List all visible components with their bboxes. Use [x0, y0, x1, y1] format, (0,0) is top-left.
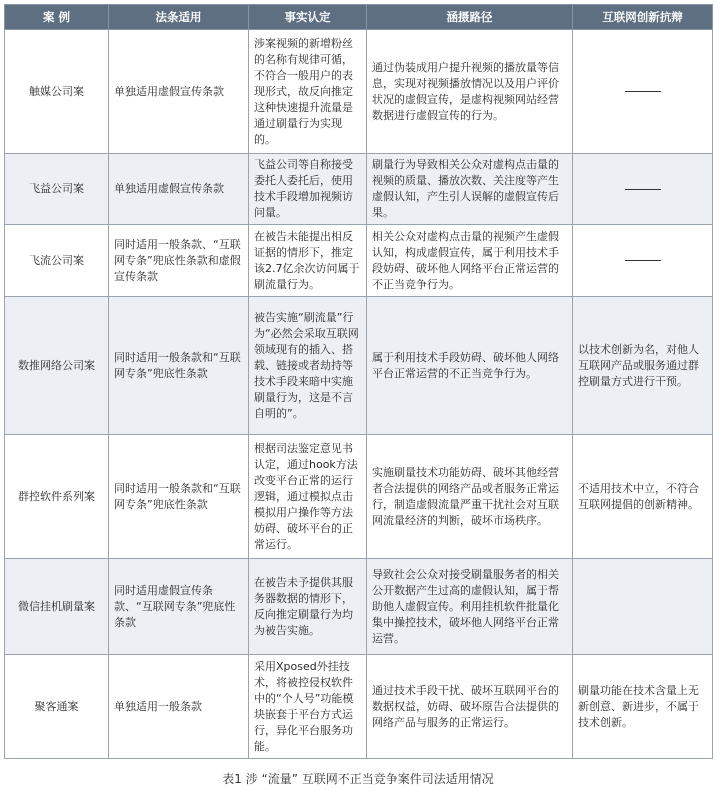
table-header-row — [5, 5, 713, 30]
table-row — [5, 559, 713, 655]
cell-facts: 涉案视频的新增粉丝的名称有规律可循，不符合一般用户的表现形式，故反向推定这种快速提升流量是通过刷量行为实现的。 — [249, 30, 367, 154]
cell-case: 飞流公司案 — [5, 225, 109, 297]
cell-path: 通过技术手段干扰、破坏互联网平台的数据权益，妨碍、破坏原告合法提供的网络产品与服务的正常运行。 — [367, 655, 573, 759]
cell-case: 触媒公司案 — [5, 30, 109, 154]
cell-law: 同时适用一般条款和“互联网专条”兜底性条款 — [109, 297, 249, 435]
cell-path: 属于利用技术手段妨碍、破坏他人网络平台正常运营的不正当竞争行为。 — [367, 297, 573, 435]
cell-defense: 不适用技术中立，不符合互联网提倡的创新精神。 — [573, 435, 713, 559]
cell-case: 群控软件系列案 — [5, 435, 109, 559]
cell-law: 同时适用一般条款和“互联网专条”兜底性条款 — [109, 435, 249, 559]
dash-mark — [625, 260, 661, 261]
cell-defense — [573, 30, 713, 154]
header-path: 涵摄路径 — [367, 5, 573, 30]
cell-path: 通过伪装成用户提升视频的播放量等信息，实现对视频播放情况以及用户评价状况的虚假宣传，是虚构视频网站经营数据进行虚假宣传的行为。 — [367, 30, 573, 154]
header-facts: 事实认定 — [249, 5, 367, 30]
cell-law: 单独适用一般条款 — [109, 655, 249, 759]
case-table — [4, 4, 713, 759]
table-caption: 表1 涉 “流量” 互联网不正当竞争案件司法适用情况 — [222, 772, 494, 786]
cell-defense — [573, 559, 713, 655]
cell-defense: 刷量功能在技术含量上无新创意、新进步，不属于技术创新。 — [573, 655, 713, 759]
cell-law: 同时适用一般条款、“互联网专条”兜底性条款和虚假宣传条款 — [109, 225, 249, 297]
table-row — [5, 655, 713, 759]
cell-defense: 以技术创新为名，对他人互联网产品或服务通过群控刷量方式进行干预。 — [573, 297, 713, 435]
cell-facts: 采用Xposed外挂技术，将被控侵权软件中的“个人号”功能模块嵌套于平台方式运行，异化平台服务功能。 — [249, 655, 367, 759]
cell-facts: 根据司法鉴定意见书认定，通过hook方法改变平台正常的运行逻辑，通过模拟点击模拟用户操作等方法妨碍、破坏平台的正常运行。 — [249, 435, 367, 559]
cell-defense — [573, 154, 713, 225]
cell-law: 同时适用虚假宣传条款、“互联网专条”兜底性条款 — [109, 559, 249, 655]
cell-case: 飞益公司案 — [5, 154, 109, 225]
header-defense: 互联网创新抗辩 — [573, 5, 713, 30]
dash-mark — [625, 189, 661, 190]
cell-law: 单独适用虚假宣传条款 — [109, 30, 249, 154]
cell-law: 单独适用虚假宣传条款 — [109, 154, 249, 225]
cell-case: 微信挂机刷量案 — [5, 559, 109, 655]
cell-path: 实施刷量技术功能妨碍、破坏其他经营者合法提供的网络产品或者服务正常运行，制造虚假流量严重干扰社会对互联网流量经济的判断，破坏市场秩序。 — [367, 435, 573, 559]
table-row — [5, 435, 713, 559]
table-row — [5, 225, 713, 297]
table-row — [5, 154, 713, 225]
header-law: 法条适用 — [109, 5, 249, 30]
header-case: 案 例 — [5, 5, 109, 30]
dash-mark — [625, 91, 661, 92]
table-row — [5, 30, 713, 154]
cell-facts: 在被告未予提供其服务器数据的情形下，反向推定刷量行为均为被告实施。 — [249, 559, 367, 655]
cell-case: 聚客通案 — [5, 655, 109, 759]
table-row — [5, 297, 713, 435]
cell-facts: 被告实施“刷流量”行为“必然会采取互联网领域现有的插入、搭载、链接或者劫持等技术手段来暗中实施刷量行为，这是不言自明的”。 — [249, 297, 367, 435]
cell-facts: 飞益公司等自称接受委托人委托后，使用技术手段增加视频访问量。 — [249, 154, 367, 225]
cell-path: 刷量行为导致相关公众对虚构点击量的视频的质量、播放次数、关注度等产生虚假认知，产生引人误解的虚假宣传后果。 — [367, 154, 573, 225]
cell-case: 数推网络公司案 — [5, 297, 109, 435]
cell-facts: 在被告未能提出相反证据的情形下，推定该2.7亿余次访问属于刷流量行为。 — [249, 225, 367, 297]
cell-path: 导致社会公众对接受刷量服务者的相关公开数据产生过高的虚假认知，属于帮助他人虚假宣传。利用挂机软件批量化集中操控技术，破坏他人网络平台正常运营。 — [367, 559, 573, 655]
cell-defense — [573, 225, 713, 297]
cell-path: 相关公众对虚构点击量的视频产生虚假认知，构成虚假宣传，属于利用技术手段妨碍、破坏他人网络平台正常运营的不正当竞争行为。 — [367, 225, 573, 297]
